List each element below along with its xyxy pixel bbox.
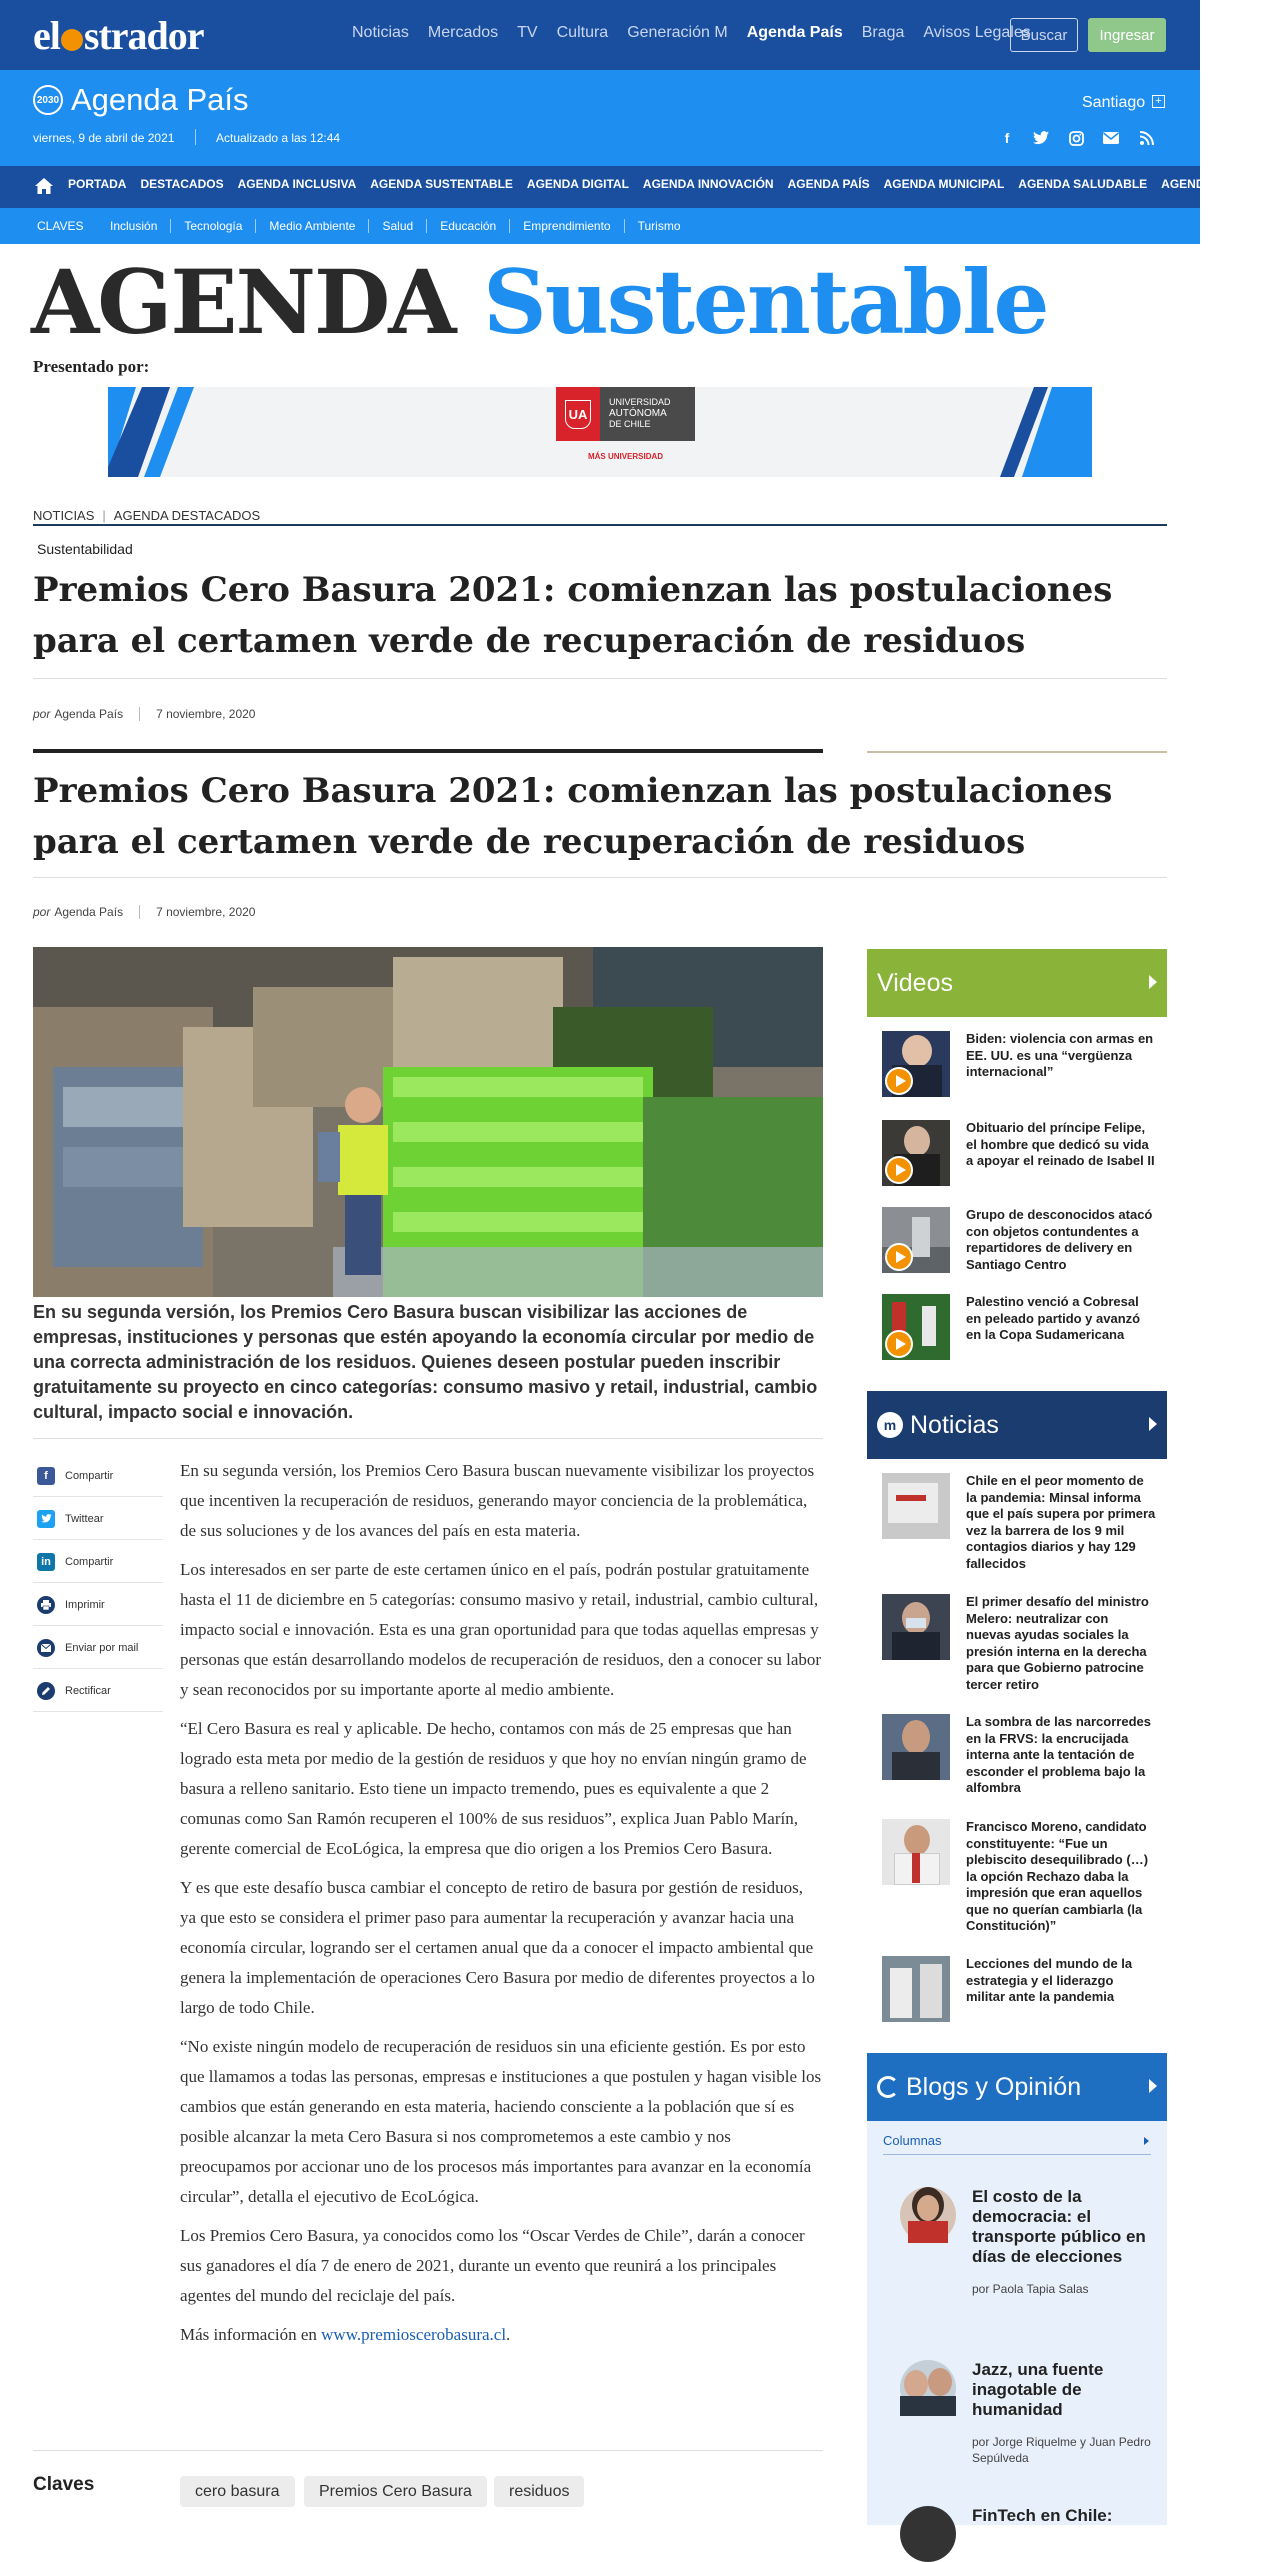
share-twitter[interactable]: Twittear bbox=[33, 1498, 163, 1540]
claves-nav-label: CLAVES bbox=[37, 219, 84, 233]
print-icon bbox=[37, 1596, 55, 1614]
article-title-repeat: Premios Cero Basura 2021: comienzan las postulaciones para el certamen verde de recuperación de residuos bbox=[33, 771, 1113, 862]
nav-braga[interactable]: Braga bbox=[861, 24, 905, 41]
divider bbox=[33, 678, 1167, 679]
home-icon[interactable] bbox=[35, 178, 55, 196]
clave-tecnologia[interactable]: Tecnología bbox=[184, 219, 256, 233]
article-paragraph: “No existe ningún modelo de recuperación de residuos sin una eficiente gestión. Es por esto que llamamos a todas las personas, empresas e instituciones a que postulen y hagan visible los cambios que están generando en esta materia, haciendo consciente a la población que sí es posible alcanzar la meta Cero Basura si nos comprometemos a este cambio y nos preocupamos por accionar uno de los procesos más importantes para avanzar en la economía circular”, detalla el ejecutivo de EcoLógica. bbox=[180, 2037, 822, 2206]
clave-inclusion[interactable]: Inclusión bbox=[110, 219, 171, 233]
agenda-nav-municipal[interactable]: AGENDA MUNICIPAL bbox=[883, 177, 1005, 191]
article-paragraph: Y es que este desafío busca cambiar el concepto de retiro de basura por gestión de residuos, ya que esto se considera el primer paso para aumentar la recuperación y avanzar hacia una economía circular, logrando ser el certamen anual que da a conocer el impacto ambiental que genera la implementación de operaciones Cero Basura por medio de diferentes proyectos a lo largo de todo Chile. bbox=[180, 1878, 815, 2017]
clave-educacion[interactable]: Educación bbox=[440, 219, 510, 233]
breadcrumb-agenda-destacados[interactable]: AGENDA DESTACADOS bbox=[113, 508, 261, 523]
play-icon bbox=[885, 1067, 913, 1095]
logo-dot-icon bbox=[61, 29, 83, 51]
sponsor-tagline: MÁS UNIVERSIDAD bbox=[587, 452, 664, 461]
play-icon bbox=[885, 1156, 913, 1184]
author-link[interactable]: Agenda País bbox=[54, 905, 124, 919]
presented-by: Presentado por: bbox=[33, 357, 150, 376]
plus-icon[interactable]: + bbox=[1152, 95, 1165, 108]
video-item[interactable]: Obituario del príncipe Felipe, el hombre que dedicó su vida a apoyar el reinado de Isabel II bbox=[882, 1120, 1167, 1186]
clave-emprendimiento[interactable]: Emprendimiento bbox=[523, 219, 624, 233]
clave-turismo[interactable]: Turismo bbox=[637, 219, 681, 233]
columnas-tab[interactable]: Columnas bbox=[883, 2133, 1151, 2155]
article-byline-repeat: por Agenda País 7 noviembre, 2020 bbox=[33, 905, 256, 919]
agenda-nav-innovacion[interactable]: AGENDA INNOVACIÓN bbox=[642, 177, 774, 191]
video-thumbnail bbox=[882, 1294, 950, 1360]
sponsor-name: UNIVERSIDAD AUTÓNOMA DE CHILE bbox=[600, 387, 695, 441]
blog-title[interactable]: Jazz, una fuente inagotable de humanidad bbox=[972, 2360, 1104, 2419]
email-share-button[interactable]: Enviar por mail bbox=[33, 1627, 163, 1669]
agenda-nav-sustentable[interactable]: AGENDA SUSTENTABLE bbox=[370, 177, 513, 191]
news-item[interactable]: El primer desafío del ministro Melero: neutralizar con nuevas ayudas sociales la presión interna en la derecha para que Gobierno patrocine tercer retiro bbox=[882, 1594, 1167, 1693]
tag-cero-basura[interactable]: cero basura bbox=[180, 2476, 295, 2507]
breadcrumb bbox=[33, 508, 268, 523]
nav-agenda-pais[interactable]: Agenda País bbox=[746, 24, 843, 41]
blog-bubble-icon bbox=[877, 2076, 899, 2098]
blog-item[interactable] bbox=[900, 2360, 1160, 2466]
current-date: viernes, 9 de abril de 2021 bbox=[33, 131, 175, 145]
mostrador-badge-icon: m bbox=[877, 1412, 903, 1438]
category-label[interactable]: Sustentabilidad bbox=[37, 541, 133, 557]
article-date: 7 noviembre, 2020 bbox=[156, 707, 256, 721]
video-item[interactable]: Grupo de desconocidos atacó con objetos contundentes a repartidores de delivery en Santiago Centro bbox=[882, 1207, 1167, 1273]
author-avatar bbox=[900, 2187, 956, 2243]
agenda-nav-destacados[interactable]: DESTACADOS bbox=[140, 177, 224, 191]
play-icon bbox=[885, 1330, 913, 1358]
divider bbox=[33, 877, 1167, 878]
divider bbox=[33, 1438, 823, 1439]
agenda-nav-ninez[interactable]: AGENDA NIÑEZ bbox=[1161, 177, 1253, 191]
blog-item[interactable] bbox=[900, 2187, 1160, 2297]
rss-icon[interactable] bbox=[1137, 128, 1157, 148]
news-item[interactable]: Francisco Moreno, candidato constituyente: “Fue un plebiscito desequilibrado (…) la opción Rechazo daba la impresión que eran aquellos que no querían cambiarla (la Constitución)” bbox=[882, 1819, 1167, 1935]
divider bbox=[33, 524, 1167, 526]
article-byline: por Agenda País 7 noviembre, 2020 bbox=[33, 707, 256, 721]
clave-salud[interactable]: Salud bbox=[382, 219, 427, 233]
article-paragraph: “El Cero Basura es real y aplicable. De hecho, contamos con más de 25 empresas que han logrado esta meta por medio de la gestión de residuos y que hoy no envían ningún gramo de basura a relleno sanitario. Esto tiene un impacto tremendo, pues es equivalente a que 2 comunas como San Ramón recuperen el 100% de sus residuos”, explica Juan Pablo Marín, gerente comercial de EcoLógica, la empresa que dio origen a los Premios Cero Basura. bbox=[180, 1719, 807, 1858]
chevron-right-icon bbox=[1149, 2079, 1157, 2093]
agenda-nav-saludable[interactable]: AGENDA SALUDABLE bbox=[1018, 177, 1148, 191]
blogs-header[interactable]: Blogs y Opinión bbox=[867, 2053, 1167, 2121]
news-item[interactable]: Lecciones del mundo de la estrategia y el liderazgo militar ante la pandemia bbox=[882, 1956, 1167, 2022]
article-date: 7 noviembre, 2020 bbox=[156, 905, 256, 919]
news-item[interactable]: Chile en el peor momento de la pandemia: Minsal informa que el país supera por primera vez la barrera de los 9 mil contagios diarios y hay 129 fallecidos bbox=[882, 1473, 1167, 1572]
breadcrumb-noticias[interactable]: NOTICIAS bbox=[33, 508, 95, 523]
edit-icon bbox=[37, 1682, 55, 1700]
article-body bbox=[180, 1456, 823, 2359]
chevron-right-icon bbox=[1149, 1417, 1157, 1431]
divider bbox=[33, 749, 823, 753]
article-lead: En su segunda versión, los Premios Cero Basura buscan visibilizar las acciones de empresas, instituciones y personas que estén apoyando la economía circular por medio de una correcta administración de los residuos. Quienes deseen postular pueden inscribir gratuitamente su proyecto en cinco categorías: consumo masivo y retail, industrial, cambio cultural, impacto social e innovación. bbox=[33, 1302, 818, 1422]
nav-avisos-legales[interactable]: Avisos Legales bbox=[923, 24, 1031, 41]
video-thumbnail bbox=[882, 1120, 950, 1186]
divider bbox=[195, 129, 196, 145]
chevron-right-icon bbox=[1149, 975, 1157, 989]
videos-header[interactable]: Videos bbox=[867, 949, 1167, 1017]
agenda-nav-items bbox=[68, 177, 1266, 191]
tag-premios-cero-basura[interactable]: Premios Cero Basura bbox=[304, 2476, 487, 2507]
news-thumbnail bbox=[882, 1819, 950, 1885]
more-info: Más información en www.premioscerobasura.cl. bbox=[180, 2325, 511, 2344]
video-thumbnail bbox=[882, 1207, 950, 1273]
more-info-link[interactable]: www.premioscerobasura.cl bbox=[321, 2325, 507, 2344]
news-thumbnail bbox=[882, 1714, 950, 1780]
article-paragraph: En su segunda versión, los Premios Cero Basura buscan nuevamente visibilizar los proyectos que incentiven la recuperación de residuos, generando mayor conciencia de la problemática, de sus soluciones y de los avances del país en esta materia. bbox=[180, 1461, 815, 1540]
facebook-icon: f bbox=[37, 1467, 55, 1485]
print-button[interactable]: Imprimir bbox=[33, 1584, 163, 1626]
video-item[interactable]: Biden: violencia con armas en EE. UU. es una “vergüenza internacional” bbox=[882, 1031, 1167, 1097]
noticias-header[interactable]: m Noticias bbox=[867, 1391, 1167, 1459]
nav-tv[interactable]: TV bbox=[517, 24, 538, 41]
article-paragraph: Los interesados en ser parte de este certamen único en el país, podrán postular gratuitamente hasta el 11 de diciembre en 5 categorías: consumo masivo y retail, industrial, cambio cultural, impacto social e innovación. Esta es una gran oportunidad para que todas aquellas empresas y personas que están desarrollando modelos de recuperación de residuos, den a conocer su labor y sean reconocidos por su importante aporte al medio ambiente. bbox=[180, 1560, 822, 1699]
video-thumbnail bbox=[882, 1031, 950, 1097]
news-thumbnail bbox=[882, 1956, 950, 2022]
author-avatar bbox=[900, 2360, 956, 2416]
city-selector[interactable]: Santiago bbox=[1082, 94, 1146, 111]
nav-mercados[interactable]: Mercados bbox=[427, 24, 499, 41]
claves-label: Claves bbox=[33, 2474, 95, 2495]
agenda-pais-logo-icon: 2030 bbox=[33, 85, 63, 115]
twitter-icon[interactable] bbox=[1031, 128, 1051, 148]
facebook-icon[interactable]: f bbox=[1004, 130, 1010, 146]
sponsor-badge: UA bbox=[556, 387, 600, 441]
news-thumbnail bbox=[882, 1473, 950, 1539]
nav-noticias[interactable]: Noticias bbox=[352, 24, 409, 41]
instagram-icon[interactable] bbox=[1066, 128, 1086, 148]
divider bbox=[33, 2450, 823, 2451]
play-icon bbox=[885, 1243, 913, 1271]
author-avatar bbox=[900, 2506, 956, 2562]
blog-item[interactable] bbox=[900, 2506, 1160, 2562]
mail-icon[interactable] bbox=[1101, 128, 1121, 148]
share-linkedin[interactable]: in Compartir bbox=[33, 1541, 163, 1583]
agenda-nav-pais[interactable]: AGENDA PAÍS bbox=[787, 177, 870, 191]
article-title: Premios Cero Basura 2021: comienzan las postulaciones para el certamen verde de recuperación de residuos bbox=[33, 570, 1113, 661]
agenda-pais-title[interactable]: Agenda País bbox=[71, 82, 249, 117]
breadcrumb-separator: | bbox=[102, 508, 106, 523]
updated-time: Actualizado a las 12:44 bbox=[216, 131, 341, 145]
blog-author[interactable]: por Jorge Riquelme y Juan Pedro Sepúlveda bbox=[972, 2435, 1151, 2465]
news-thumbnail bbox=[882, 1594, 950, 1660]
nav-generacion-m[interactable]: Generación M bbox=[627, 24, 728, 41]
chevron-right-icon bbox=[1144, 2137, 1149, 2145]
article-photo bbox=[33, 947, 823, 1297]
nav-cultura[interactable]: Cultura bbox=[556, 24, 609, 41]
author-link[interactable]: Agenda País bbox=[54, 707, 124, 721]
claves-nav-items bbox=[110, 219, 707, 233]
login-button[interactable]: Ingresar bbox=[1088, 18, 1166, 52]
agenda-nav-digital[interactable]: AGENDA DIGITAL bbox=[526, 177, 629, 191]
article-paragraph: Los Premios Cero Basura, ya conocidos como los “Oscar Verdes de Chile”, darán a conocer sus ganadores el día 7 de enero de 2021, durante un evento que reunirá a los principales agentes del mundo del reciclaje del país. bbox=[180, 2226, 805, 2305]
divider bbox=[867, 751, 1167, 753]
section-title: AGENDA Sustentable bbox=[31, 250, 1048, 354]
agenda-nav-inclusiva[interactable]: AGENDA INCLUSIVA bbox=[237, 177, 357, 191]
mail-icon bbox=[37, 1639, 55, 1657]
site-logo[interactable]: el strador bbox=[33, 13, 204, 58]
video-item[interactable]: Palestino venció a Cobresal en peleado partido y avanzó en la Copa Sudamericana bbox=[882, 1294, 1167, 1360]
news-item[interactable]: La sombra de las narcorredes en la FRVS: la encrucijada interna ante la tentación de esconder el problema bajo la alfombra bbox=[882, 1714, 1167, 1797]
sponsor-banner[interactable] bbox=[108, 387, 1092, 477]
clave-medio-ambiente[interactable]: Medio Ambiente bbox=[269, 219, 369, 233]
main-nav bbox=[352, 24, 1050, 42]
blog-author[interactable]: por Paola Tapia Salas bbox=[972, 2282, 1089, 2296]
tag-residuos[interactable]: residuos bbox=[494, 2476, 584, 2507]
agenda-nav-portada[interactable]: PORTADA bbox=[68, 177, 127, 191]
rectificar-button[interactable]: Rectificar bbox=[33, 1670, 163, 1712]
blog-title[interactable]: El costo de la democracia: el transporte público en días de elecciones bbox=[972, 2187, 1146, 2266]
share-facebook[interactable]: f Compartir bbox=[33, 1455, 163, 1497]
search-button[interactable]: Buscar bbox=[1010, 18, 1078, 52]
twitter-icon bbox=[37, 1510, 55, 1528]
linkedin-icon: in bbox=[37, 1553, 55, 1571]
blog-title[interactable]: FinTech en Chile: bbox=[972, 2506, 1113, 2525]
